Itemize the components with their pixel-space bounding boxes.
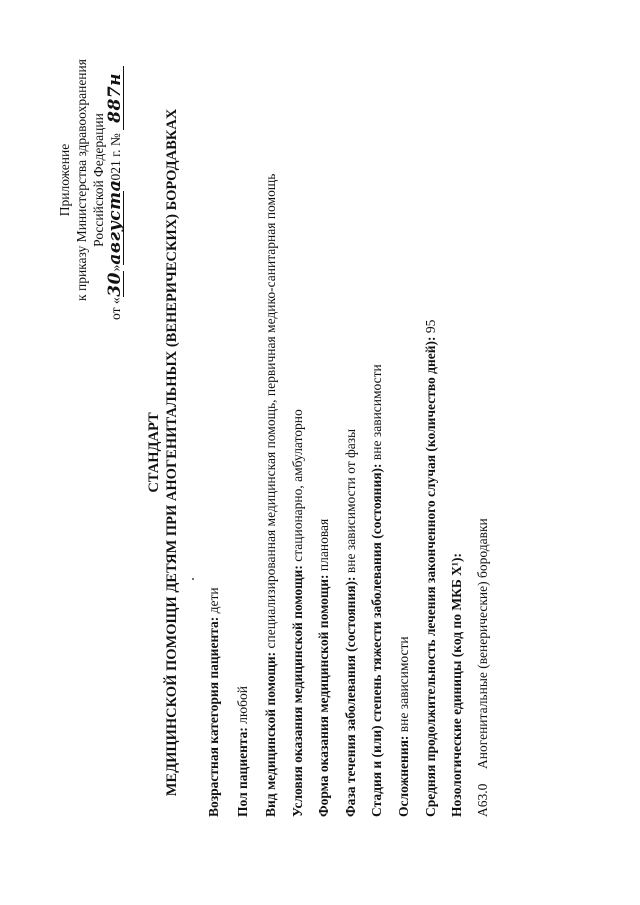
field-label: Фаза течения заболевания (состояния): bbox=[343, 576, 358, 817]
date-day: 30 bbox=[105, 272, 125, 297]
field-label: Стадия и (или) степень тяжести заболевания (состояния): bbox=[369, 463, 384, 817]
field-value: вне зависимости bbox=[369, 364, 384, 464]
appendix-date-line bbox=[107, 66, 124, 320]
field-value: дети bbox=[206, 587, 221, 617]
field-label: Осложнения: bbox=[396, 735, 411, 817]
date-quote-close: » bbox=[108, 264, 123, 272]
appendix-line1: к приказу Министерства здравоохранения bbox=[74, 59, 89, 301]
field-disease-stage bbox=[369, 364, 385, 817]
field-label: Пол пациента: bbox=[235, 727, 250, 817]
document-title: СТАНДАРТ bbox=[146, 412, 162, 493]
date-month: августа bbox=[105, 179, 125, 265]
field-label: Вид медицинской помощи: bbox=[263, 651, 278, 817]
field-value: стационарно, амбулаторно bbox=[290, 409, 305, 566]
field-value: вне зависимости от фазы bbox=[343, 428, 358, 577]
date-year: 2021 г. № bbox=[108, 133, 123, 188]
nosology-name: Аногенитальные (венерические) бородавки bbox=[475, 518, 490, 769]
field-value: специализированная медицинская помощь, первичная медико-санитарная помощь bbox=[263, 173, 278, 652]
nosology-code: A63.0 bbox=[475, 783, 490, 817]
field-care-type bbox=[263, 174, 279, 817]
appendix-line2: Российской Федерации bbox=[91, 113, 106, 247]
scan-speck bbox=[192, 578, 194, 580]
field-value: вне зависимости bbox=[396, 636, 411, 736]
field-value: 95 bbox=[423, 319, 438, 337]
field-sex bbox=[235, 686, 251, 817]
field-label: Форма оказания медицинской помощи: bbox=[316, 574, 331, 817]
field-disease-phase bbox=[343, 429, 359, 817]
field-care-form bbox=[316, 519, 332, 817]
field-value: любой bbox=[235, 686, 250, 728]
field-care-conditions bbox=[290, 409, 306, 817]
field-age-category bbox=[206, 587, 222, 817]
field-label: Средняя продолжительность лечения законченного случая (количество дней): bbox=[423, 336, 438, 817]
field-value: плановая bbox=[316, 518, 331, 575]
document-subtitle: МЕДИЦИНСКОЙ ПОМОЩИ ДЕТЯМ ПРИ АНОГЕНИТАЛЬНЫХ (ВЕНЕРИЧЕСКИХ) БОРОДАВКАХ bbox=[164, 108, 180, 797]
field-complications bbox=[396, 636, 412, 817]
field-treatment-duration bbox=[423, 320, 439, 817]
nosology-label: Нозологические единицы (код по МКБ X¹): bbox=[449, 553, 464, 817]
field-label: Возрастная категория пациента: bbox=[206, 616, 221, 817]
order-number: 887н bbox=[107, 66, 124, 130]
field-label: Условия оказания медицинской помощи: bbox=[290, 565, 305, 817]
date-prefix: от « bbox=[108, 297, 123, 320]
appendix-title: Приложение bbox=[57, 143, 72, 217]
